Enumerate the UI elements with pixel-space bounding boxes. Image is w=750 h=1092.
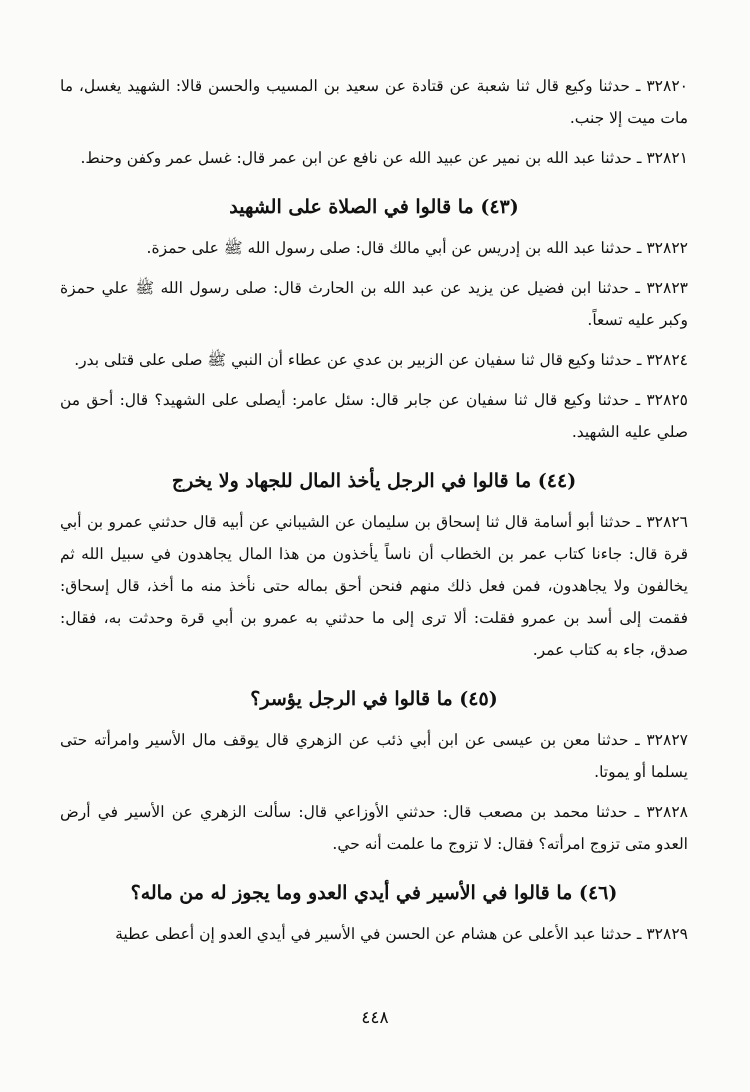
section-heading: (٤٦) ما قالوا في الأسير في أيدي العدو وما يجوز له من ماله؟ <box>130 882 618 904</box>
hadith-paragraph: ٣٢٨٢٧ ـ حدثنا معن بن عيسى عن ابن أبي ذئب عن الزهري قال يوقف مال الأسير وامرأته حتى يسلما أو يموتا. <box>60 731 688 781</box>
hadith-paragraph: ٣٢٨٢٨ ـ حدثنا محمد بن مصعب قال: حدثني الأوزاعي قال: سألت الزهري عن الأسير في أرض العدو متى تزوج امرأته؟ فقال: لا تزوج ما علمت أنه حي. <box>60 803 688 853</box>
document-body <box>60 70 688 950</box>
page-number: ٤٤٨ <box>361 1008 389 1028</box>
hadith-paragraph: ٣٢٨٢٩ ـ حدثنا عبد الأعلى عن هشام عن الحسن في الأسير في أيدي العدو إن أعطى عطية <box>115 925 688 943</box>
hadith-paragraph: ٣٢٨٢١ ـ حدثنا عبد الله بن نمير عن عبيد الله عن نافع عن ابن عمر قال: غسل عمر وكفن وحنط. <box>80 149 688 167</box>
section-heading: (٤٣) ما قالوا في الصلاة على الشهيد <box>229 196 519 218</box>
hadith-paragraph: ٣٢٨٢٣ ـ حدثنا ابن فضيل عن يزيد عن عبد الله بن الحارث قال: صلى رسول الله ﷺ علي حمزة وكبر عليه تسعاً. <box>60 279 688 329</box>
hadith-paragraph: ٣٢٨٢٢ ـ حدثنا عبد الله بن إدريس عن أبي مالك قال: صلى رسول الله ﷺ على حمزة. <box>146 239 688 257</box>
section-heading: (٤٤) ما قالوا في الرجل يأخذ المال للجهاد ولا يخرج <box>171 470 577 492</box>
hadith-paragraph: ٣٢٨٢٠ ـ حدثنا وكيع قال ثنا شعبة عن قتادة عن سعيد بن المسيب والحسن قالا: الشهيد يغسل، ما مات ميت إلا جنب. <box>60 77 688 127</box>
hadith-paragraph: ٣٢٨٢٥ ـ حدثنا وكيع قال ثنا سفيان عن جابر قال: سئل عامر: أيصلى على الشهيد؟ قال: أحق من صلي عليه الشهيد. <box>60 391 688 441</box>
hadith-paragraph: ٣٢٨٢٤ ـ حدثنا وكيع قال ثنا سفيان عن الزبير بن عدي عن عطاء أن النبي ﷺ صلى على قتلى بدر. <box>74 351 688 369</box>
section-heading: (٤٥) ما قالوا في الرجل يؤسر؟ <box>250 688 498 710</box>
hadith-paragraph: ٣٢٨٢٦ ـ حدثنا أبو أسامة قال ثنا إسحاق بن سليمان عن الشيباني عن أبيه قال حدثني عمرو بن أبي قرة قال: جاءنا كتاب عمر بن الخطاب أن ناساً يأخذون من هذا المال يجاهدون في سبيل الله ثم يخالفون ولا يجاهدون، فمن فعل ذلك منهم فنحن أحق بماله حتى نأخذ منه ما أخذ، قال إسحاق: فقمت إلى أسد بن عمرو فقلت: ألا ترى إلى ما حدثني به عمرو بن أبي قرة وحدثت به، فقال: صدق، جاء به كتاب عمر. <box>60 513 688 659</box>
